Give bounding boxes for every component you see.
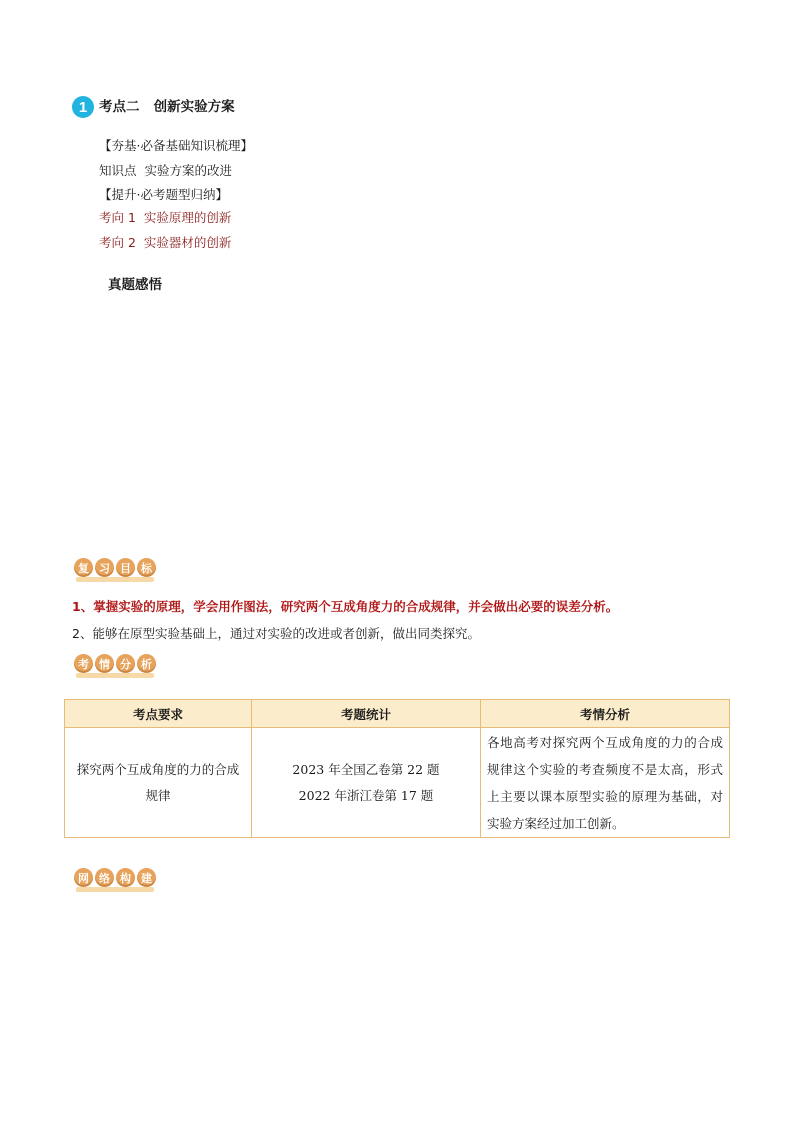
cell-statistics xyxy=(252,728,481,838)
badge-tile: 情 xyxy=(95,654,114,673)
header-analysis: 考情分析 xyxy=(481,700,730,728)
section-number-badge: 1 xyxy=(72,96,94,118)
badge-underline xyxy=(76,673,154,678)
badge-tile: 析 xyxy=(137,654,156,673)
review-goal-badge xyxy=(74,558,156,577)
badge-tile: 复 xyxy=(74,558,93,577)
badge-tile: 络 xyxy=(95,868,114,887)
badge-tile: 目 xyxy=(116,558,135,577)
network-badge xyxy=(74,868,156,887)
table-row xyxy=(65,728,730,838)
cell-requirement: 探究两个互成角度的力的合成规律 xyxy=(65,728,252,838)
badge-tile: 标 xyxy=(137,558,156,577)
table-header-row xyxy=(65,700,730,728)
toc-knowledge-point: 知识点 实验方案的改进 xyxy=(99,163,232,178)
badge-tile: 构 xyxy=(116,868,135,887)
review-goal-1: 1、掌握实验的原理，学会用作图法，研究两个互成角度力的合成规律，并会做出必要的误差分析。 xyxy=(72,599,619,614)
header-requirement: 考点要求 xyxy=(65,700,252,728)
toc-basics-heading: 【夯基·必备基础知识梳理】 xyxy=(99,138,253,153)
badge-tile: 分 xyxy=(116,654,135,673)
badge-tile: 习 xyxy=(95,558,114,577)
review-goal-2: 2、能够在原型实验基础上，通过对实验的改进或者创新，做出同类探究。 xyxy=(72,626,480,641)
badge-tile: 网 xyxy=(74,868,93,887)
badge-underline xyxy=(76,887,154,892)
exam-analysis-badge xyxy=(74,654,156,673)
stat-line: 2023 年全国乙卷第 22 题 xyxy=(292,761,440,777)
zhenti-heading: 真题感悟 xyxy=(108,277,162,293)
section-title: 考点二 创新实验方案 xyxy=(99,99,235,115)
header-statistics: 考题统计 xyxy=(252,700,481,728)
badge-tile: 考 xyxy=(74,654,93,673)
toc-direction-1[interactable]: 考向 1 实验原理的创新 xyxy=(99,210,232,225)
badge-underline xyxy=(76,577,154,582)
cell-analysis: 各地高考对探究两个互成角度的力的合成规律这个实验的考查频度不是太高，形式上主要以课本原型实验的原理为基础，对实验方案经过加工创新。 xyxy=(481,728,730,838)
exam-analysis-table xyxy=(64,699,730,838)
toc-improve-heading: 【提升·必考题型归纳】 xyxy=(99,187,228,202)
stat-line: 2022 年浙江卷第 17 题 xyxy=(298,787,434,803)
toc-direction-2[interactable]: 考向 2 实验器材的创新 xyxy=(99,235,232,250)
badge-tile: 建 xyxy=(137,868,156,887)
